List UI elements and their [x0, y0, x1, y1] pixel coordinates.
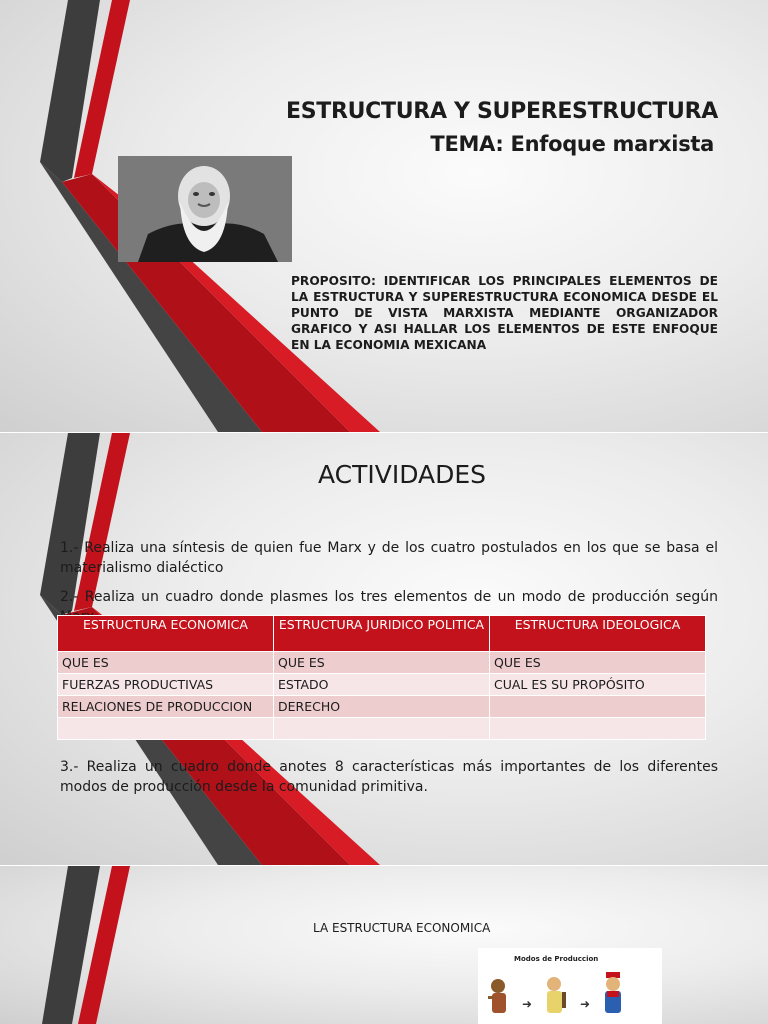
table-cell: DERECHO — [274, 696, 490, 718]
actividades-title: ACTIVIDADES — [317, 460, 487, 489]
table-row — [58, 674, 706, 696]
svg-text:➜: ➜ — [580, 997, 591, 1011]
slide-2 — [0, 433, 768, 865]
table-header-cell: ESTRUCTURA JURIDICO POLITICA — [274, 616, 490, 652]
table-cell: RELACIONES DE PRODUCCION — [58, 696, 274, 718]
table-row — [58, 696, 706, 718]
table-cell: QUE ES — [490, 652, 706, 674]
activity-item-1: 1.- Realiza una síntesis de quien fue Marx y de los cuatro postulados en los que se basa el materialismo dialéctico — [60, 540, 718, 576]
activity-item-2: 2.- Realiza un cuadro donde plasmes los tres elementos de un modo de producción según — [60, 589, 718, 605]
slide-3 — [0, 866, 768, 1024]
table-row — [58, 652, 706, 674]
activity-item-3: 3.- Realiza un cuadro donde anotes 8 características más importantes de los diferentes modos de producción desde la comunidad primitiva. — [60, 759, 718, 795]
modo-produccion-table — [57, 615, 706, 740]
image-caption: Modos de Produccion — [514, 955, 599, 963]
table-cell — [58, 718, 274, 740]
table-header-cell: ESTRUCTURA IDEOLOGICA — [490, 616, 706, 652]
table-header-row — [58, 616, 706, 652]
table-cell: QUE ES — [274, 652, 490, 674]
table-cell — [490, 696, 706, 718]
table-cell: FUERZAS PRODUCTIVAS — [58, 674, 274, 696]
table-cell — [490, 718, 706, 740]
table-cell: QUE ES — [58, 652, 274, 674]
slide-decoration — [0, 0, 768, 432]
table-cell: ESTADO — [274, 674, 490, 696]
proposito-text: PROPOSITO: IDENTIFICAR LOS PRINCIPALES ELEMENTOS DE LA ESTRUCTURA Y SUPERESTRUCTURA ECONOMICA DESDE EL PUNTO DE VISTA MARXISTA MEDIANTE ORGANIZADOR GRAFICO Y ASI HALLAR LOS ELEMENTOS DE ESTE ENFOQUE EN LA ECONOMIA MEXICANA — [291, 274, 718, 352]
svg-text:➜: ➜ — [522, 997, 533, 1011]
slide-title: ESTRUCTURA Y SUPERESTRUCTURA — [286, 99, 718, 124]
slide-3-title: LA ESTRUCTURA ECONOMICA — [313, 921, 491, 935]
slide-subtitle: TEMA: Enfoque marxista — [430, 132, 714, 156]
table-cell — [274, 718, 490, 740]
table-cell: CUAL ES SU PROPÓSITO — [490, 674, 706, 696]
table-header-cell: ESTRUCTURA ECONOMICA — [58, 616, 274, 652]
slide-1 — [0, 0, 768, 432]
marx-portrait-image — [118, 156, 292, 262]
table-row — [58, 718, 706, 740]
modos-produccion-image — [478, 948, 662, 1024]
